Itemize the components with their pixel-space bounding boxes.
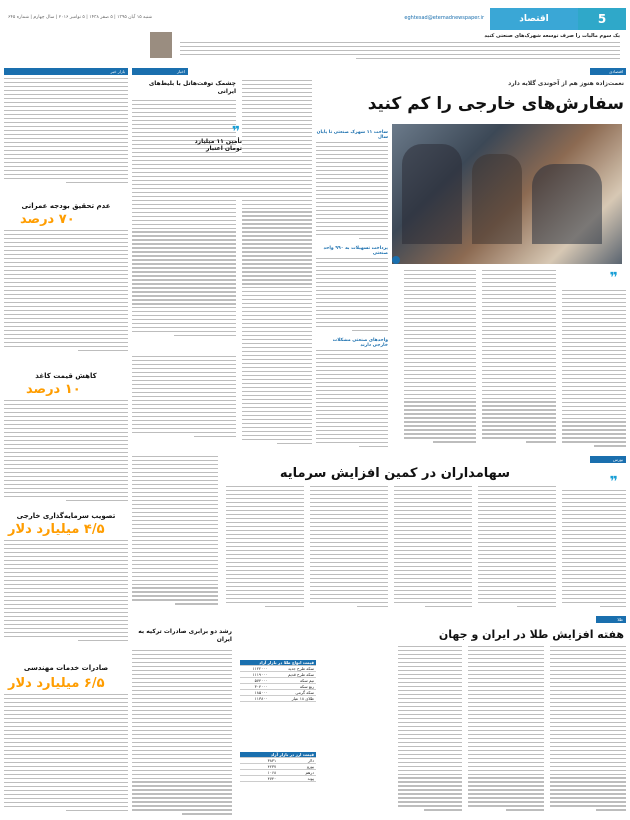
sidebar-label: بازار خبر <box>4 68 128 75</box>
market-text-col-3 <box>394 486 472 610</box>
main-text-col-2 <box>482 270 556 450</box>
mid-quote-icon: ❞ <box>232 124 241 140</box>
gold-lower-text <box>132 650 232 816</box>
sidebar-headline-3: تصویب سرمایه‌گذاری خارجی <box>16 512 116 520</box>
table-row: پوند ۴۷۴۰ <box>240 776 316 782</box>
sidebar-figure-3: ۴/۵ میلیارد دلار <box>8 522 105 537</box>
table-row: سکه طرح قدیم ۱۱۱۹۰۰۰ <box>240 672 316 678</box>
gold-price-table <box>240 660 316 702</box>
mid-text-2 <box>186 156 242 206</box>
table-row: ربع سکه ۳۰۴۰۰۰ <box>240 684 316 690</box>
market-text-col-1 <box>562 490 626 610</box>
main-text-col-7 <box>242 80 312 450</box>
table-row: سکه طرح جدید ۱۱۲۲۰۰۰ <box>240 666 316 672</box>
author-photo <box>150 32 172 58</box>
main-text-col-3 <box>404 270 476 450</box>
column-kicker: یک سوم مالیات را صرف توسعه شهرک‌های صنعتی کنید <box>484 33 620 39</box>
sidebar-figure-4: ۶/۵ میلیارد دلار <box>8 676 105 691</box>
market-text-col-2 <box>478 486 556 610</box>
sidebar-text-3 <box>4 540 128 650</box>
sidebar-headline-1: عدم تحقیق بودجه عمرانی <box>21 202 111 210</box>
sidebar-headline-4: صادرات خدمات مهندسی <box>23 664 109 672</box>
main-label: اقتصادی <box>590 68 626 75</box>
sidebar-figure-1: ۷۰ درصد <box>20 212 75 227</box>
sidebar-figure-2: ۱۰ درصد <box>26 382 81 397</box>
main-text-col-5 <box>316 258 388 334</box>
sidebar-text-2 <box>4 400 128 510</box>
gold-headline: هفته افزایش طلا در ایران و جهان <box>438 628 624 641</box>
mid-headline-2: تأمین ۱۱ میلیارد تومان اعتبار <box>194 138 242 152</box>
photo-credit-icon <box>392 256 400 264</box>
main-kicker: نعمت‌زاده هنوز هم از آخوندی گلایه دارد <box>508 80 624 87</box>
main-subhead-3: واحدهای صنعتی مشکلات خارجی دارند <box>332 338 388 348</box>
main-text-col-1 <box>562 290 626 450</box>
market-quote-icon: ❞ <box>609 474 618 490</box>
table-row: سکه گرمی ۱۸۵۰۰۰ <box>240 690 316 696</box>
mid-headline-1: چشمک توفت‌هاتل با بلیط‌های ایرانی <box>148 80 236 95</box>
table-row: درهم ۱۰۶۸ <box>240 770 316 776</box>
market-text-col-5 <box>226 486 304 610</box>
sidebar-headline-2: کاهش قیمت کاغذ <box>35 372 97 380</box>
gold-text-col-2 <box>468 646 544 816</box>
main-photo <box>392 124 622 264</box>
main-subhead-1: ساخت ۱۱ شهرک صنعتی تا پایان سال <box>316 130 388 140</box>
main-text-col-4 <box>316 142 388 242</box>
sidebar-text-4 <box>4 694 128 814</box>
table-row: یورو ۴۲۳۷ <box>240 764 316 770</box>
mid-text-3 <box>132 356 236 446</box>
header-issue-info: شنبه ۱۵ آبان ۱۳۹۵ | ۵ صفر ۱۴۳۸ | ۵ نوامبر ۲۰۱۶ | سال چهارم | شماره ۶۴۵ <box>8 15 153 20</box>
gold-lower-headline: رشد دو برابری صادرات ترکیه به ایران <box>138 628 232 643</box>
table-row: دلار ۳۸۳۱ <box>240 758 316 764</box>
main-text-col-6 <box>316 350 388 450</box>
table-row: طلای ۱۸ عیار ۱۱۳۸۰۰ <box>240 696 316 702</box>
page-header <box>4 8 626 30</box>
market-text-col-4 <box>310 486 388 610</box>
mid-label: اخبار <box>132 68 188 75</box>
gold-text-col-1 <box>550 646 626 816</box>
gold-text-col-3 <box>398 646 462 816</box>
sidebar-text-1 <box>4 230 128 358</box>
editorial-box <box>150 32 626 62</box>
main-quote-icon: ❞ <box>609 270 618 286</box>
section-title: اقتصاد <box>490 8 578 30</box>
editorial-body <box>180 42 620 62</box>
currency-table-head: قیمت ارز در بازار آزاد <box>240 752 316 758</box>
gold-table-head: قیمت انواع طلا در بازار آزاد <box>240 660 316 666</box>
currency-price-table <box>240 752 316 782</box>
page-number: 5 <box>597 12 607 26</box>
header-email[interactable]: eghtesad@etemadnewspaper.ir <box>404 15 484 21</box>
market-label: بورس <box>590 456 626 463</box>
sidebar-news-list <box>4 78 128 190</box>
mid-lower-text <box>132 456 218 610</box>
main-headline: سفارش‌های خارجی را کم کنید <box>367 94 624 114</box>
market-headline: سهامداران در کمین افزایش سرمایه <box>279 466 510 481</box>
main-subhead-2: پرداخت تسهیلات به ۹۹۰ واحد صنعتی <box>323 246 388 256</box>
gold-label: طلا <box>596 616 626 623</box>
table-row: نیم سکه ۵۷۴۰۰۰ <box>240 678 316 684</box>
